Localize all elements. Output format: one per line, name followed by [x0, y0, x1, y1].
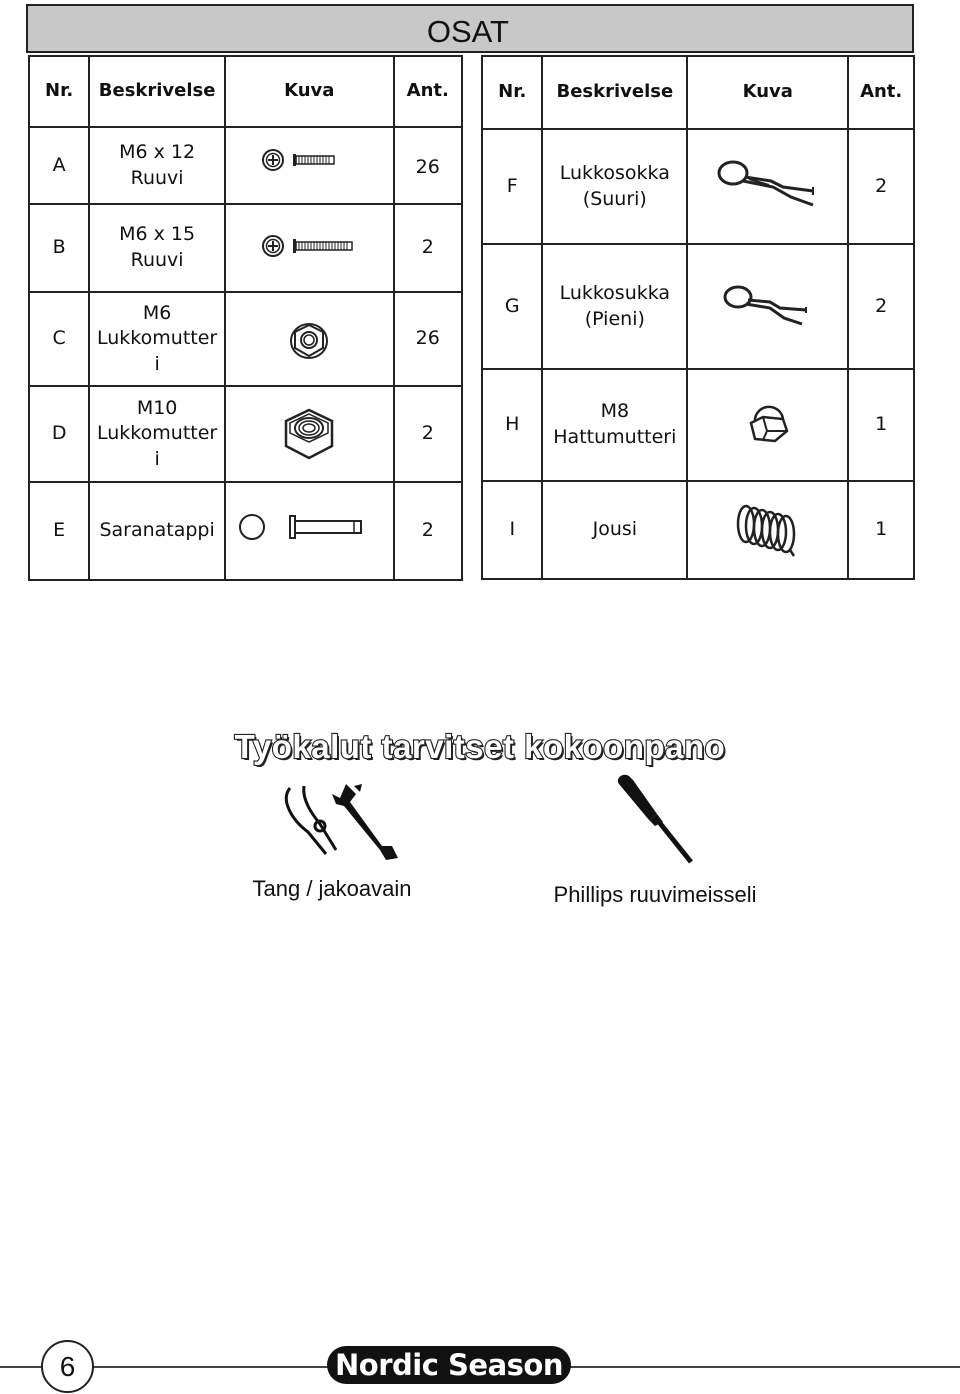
part-description: M10 Lukkomutter i — [89, 386, 225, 482]
part-quantity: 1 — [848, 481, 914, 579]
header-description: Beskrivelse — [542, 56, 687, 129]
screwdriver-icon — [540, 770, 770, 876]
part-nr: G — [482, 244, 542, 369]
screw-icon — [225, 204, 394, 292]
part-quantity: 2 — [848, 129, 914, 244]
part-quantity: 2 — [848, 244, 914, 369]
parts-table-right — [481, 55, 915, 580]
table-row — [29, 292, 462, 386]
tool-screwdriver — [540, 770, 770, 908]
part-description: M6 x 15 Ruuvi — [89, 204, 225, 292]
brand-logo: Nordic Season — [327, 1346, 571, 1384]
part-description: Jousi — [542, 481, 687, 579]
hinge-pin-icon — [225, 482, 394, 580]
lock-nut-icon — [225, 386, 394, 482]
part-nr: H — [482, 369, 542, 481]
part-quantity: 2 — [394, 386, 462, 482]
part-nr: I — [482, 481, 542, 579]
table-header — [482, 56, 914, 129]
part-nr: A — [29, 127, 89, 204]
table-row — [482, 481, 914, 579]
table-row — [482, 129, 914, 244]
part-quantity: 1 — [848, 369, 914, 481]
part-description: Saranatappi — [89, 482, 225, 580]
r-clip-icon — [687, 129, 848, 244]
parts-title: OSAT — [426, 14, 509, 49]
table-row — [29, 482, 462, 580]
tool-pliers-wrench — [222, 780, 442, 902]
parts-title-bar — [26, 4, 914, 53]
header-nr: Nr. — [29, 56, 89, 127]
header-picture: Kuva — [225, 56, 394, 127]
table-row — [482, 244, 914, 369]
page-number: 6 — [41, 1340, 94, 1393]
parts-table-left — [28, 55, 463, 581]
part-description: M6 x 12 Ruuvi — [89, 127, 225, 204]
part-quantity: 2 — [394, 204, 462, 292]
tools-title: Työkalut tarvitset kokoonpano — [234, 728, 726, 765]
part-nr: F — [482, 129, 542, 244]
screw-icon — [225, 127, 394, 204]
table-row — [482, 369, 914, 481]
part-quantity: 26 — [394, 127, 462, 204]
part-description: Lukkosokka (Suuri) — [542, 129, 687, 244]
part-quantity: 2 — [394, 482, 462, 580]
part-description: Lukkosukka (Pieni) — [542, 244, 687, 369]
part-nr: B — [29, 204, 89, 292]
part-description: M6 Lukkomutter i — [89, 292, 225, 386]
spring-icon — [687, 481, 848, 579]
part-nr: C — [29, 292, 89, 386]
part-quantity: 26 — [394, 292, 462, 386]
part-description: M8 Hattumutteri — [542, 369, 687, 481]
header-quantity: Ant. — [848, 56, 914, 129]
header-nr: Nr. — [482, 56, 542, 129]
table-header — [29, 56, 462, 127]
flange-nut-icon — [225, 292, 394, 386]
tool-label: Tang / jakoavain — [252, 876, 412, 901]
header-picture: Kuva — [687, 56, 848, 129]
r-clip-icon — [687, 244, 848, 369]
table-row — [29, 386, 462, 482]
part-nr: D — [29, 386, 89, 482]
header-description: Beskrivelse — [89, 56, 225, 127]
pliers-wrench-icon — [222, 780, 442, 870]
part-nr: E — [29, 482, 89, 580]
header-quantity: Ant. — [394, 56, 462, 127]
table-row — [29, 204, 462, 292]
tool-label: Phillips ruuvimeisseli — [553, 882, 757, 907]
table-row — [29, 127, 462, 204]
cap-nut-icon — [687, 369, 848, 481]
